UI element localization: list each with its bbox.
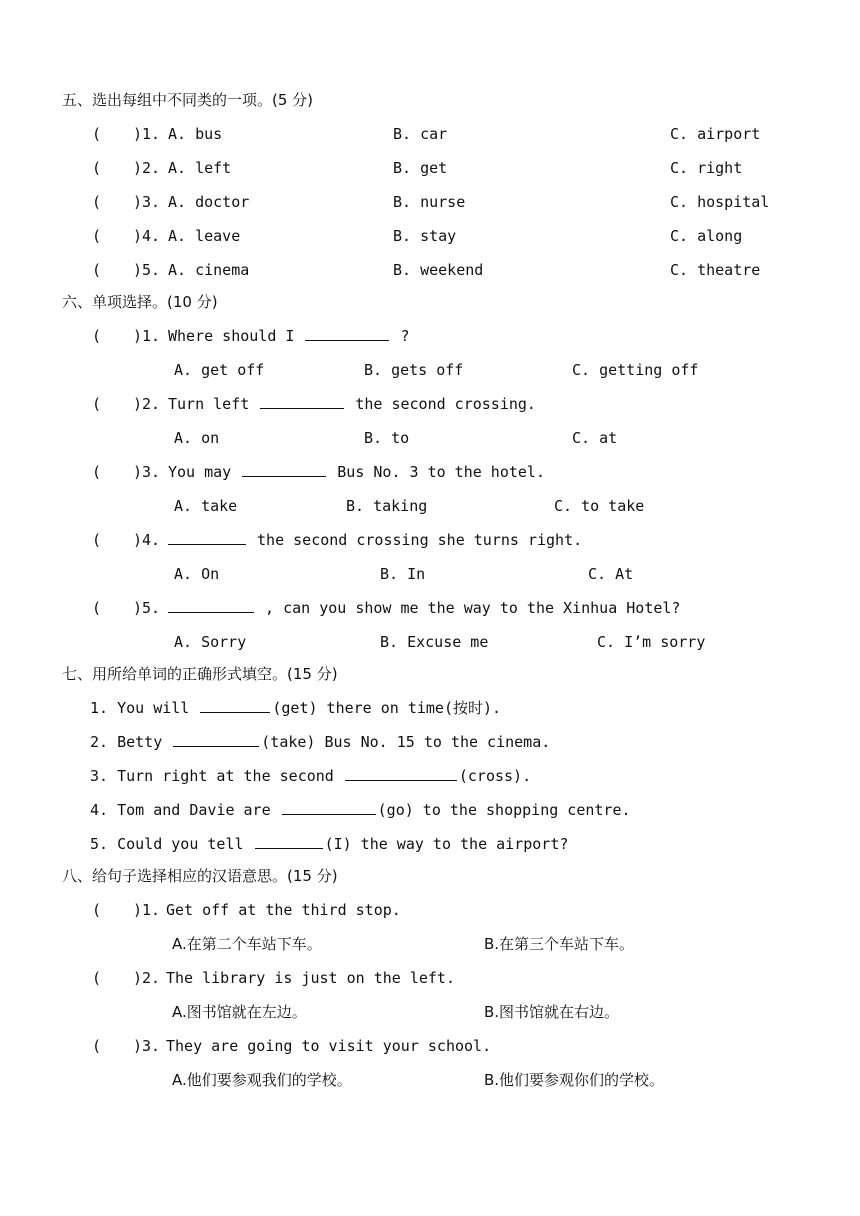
option-a: A. left [168, 159, 232, 177]
question-number: )3. [133, 463, 161, 481]
answer-paren[interactable]: ( [92, 901, 102, 919]
option-a: A. leave [168, 227, 241, 245]
answer-paren[interactable]: ( [92, 159, 102, 177]
question-number: )5. [133, 261, 161, 279]
option-c: C. along [670, 227, 743, 245]
option-b: B. taking [346, 497, 428, 515]
fill-blank[interactable] [255, 834, 323, 849]
option-b: B. Excuse me [380, 633, 489, 651]
question-number: )2. [133, 395, 161, 413]
question-text: The library is just on the left. [166, 969, 455, 987]
question-number: )4. [133, 227, 161, 245]
question-number: )4. [133, 531, 161, 549]
option-c: C. to take [554, 497, 645, 515]
option-b: B. gets off [364, 361, 464, 379]
option-a: A. Sorry [174, 633, 247, 651]
question-stem: Turn left the second crossing. [168, 395, 536, 413]
option-a: A. On [174, 565, 220, 583]
fill-sentence: 4. Tom and Davie are (go) to the shopping centre. [90, 801, 631, 819]
fill-blank[interactable] [242, 462, 326, 477]
option-c: C. getting off [572, 361, 699, 379]
option-c: C. airport [670, 125, 761, 143]
question-number: )3. [133, 193, 161, 211]
option-c: C. at [572, 429, 618, 447]
option-b: B. car [393, 125, 448, 143]
answer-paren[interactable]: ( [92, 395, 102, 413]
option-a: A. bus [168, 125, 223, 143]
option-c: C. right [670, 159, 743, 177]
option-c: C. I’m sorry [597, 633, 706, 651]
question-number: )3. [133, 1037, 161, 1055]
answer-paren[interactable]: ( [92, 327, 102, 345]
option-b: B. to [364, 429, 410, 447]
fill-sentence: 3. Turn right at the second (cross). [90, 767, 532, 785]
question-text: Get off at the third stop. [166, 901, 401, 919]
fill-blank[interactable] [168, 530, 246, 545]
option-a: A.图书馆就在左边。 [172, 1003, 307, 1021]
question-number: )1. [133, 327, 161, 345]
answer-paren[interactable]: ( [92, 599, 102, 617]
option-b: B. In [380, 565, 426, 583]
question-text: They are going to visit your school. [166, 1037, 492, 1055]
fill-blank[interactable] [173, 732, 259, 747]
option-b: B.他们要参观你们的学校。 [484, 1071, 665, 1089]
answer-paren[interactable]: ( [92, 227, 102, 245]
fill-blank[interactable] [260, 394, 344, 409]
question-stem: You may Bus No. 3 to the hotel. [168, 463, 545, 481]
fill-blank[interactable] [282, 800, 376, 815]
option-c: C. theatre [670, 261, 761, 279]
answer-paren[interactable]: ( [92, 193, 102, 211]
option-a: A. get off [174, 361, 265, 379]
option-a: A. doctor [168, 193, 250, 211]
question-number: )5. [133, 599, 161, 617]
option-a: A.他们要参观我们的学校。 [172, 1071, 352, 1089]
fill-sentence: 1. You will (get) there on time(按时). [90, 699, 502, 717]
question-stem: , can you show me the way to the Xinhua Hotel? [166, 598, 680, 618]
fill-blank[interactable] [168, 598, 254, 613]
option-b: B. stay [393, 227, 457, 245]
answer-paren[interactable]: ( [92, 463, 102, 481]
fill-sentence: 2. Betty (take) Bus No. 15 to the cinema. [90, 733, 551, 751]
option-a: A. on [174, 429, 220, 447]
answer-paren[interactable]: ( [92, 1037, 102, 1055]
section-8-heading: 八、给句子选择相应的汉语意思。(15 分) [62, 867, 338, 885]
section-7-heading: 七、用所给单词的正确形式填空。(15 分) [62, 665, 338, 683]
fill-blank[interactable] [305, 326, 389, 341]
option-b: B.图书馆就在右边。 [484, 1003, 620, 1021]
question-number: )2. [133, 969, 161, 987]
option-c: C. hospital [670, 193, 770, 211]
answer-paren[interactable]: ( [92, 261, 102, 279]
option-a: A. take [174, 497, 238, 515]
option-a: A.在第二个车站下车。 [172, 935, 322, 953]
question-stem: Where should I ? [168, 327, 410, 345]
section-5-heading: 五、选出每组中不同类的一项。(5 分) [62, 91, 314, 109]
question-number: )2. [133, 159, 161, 177]
answer-paren[interactable]: ( [92, 125, 102, 143]
fill-sentence: 5. Could you tell (I) the way to the airport? [90, 835, 569, 853]
fill-blank[interactable] [345, 766, 457, 781]
option-b: B. nurse [393, 193, 466, 211]
question-number: )1. [133, 901, 161, 919]
option-a: A. cinema [168, 261, 250, 279]
answer-paren[interactable]: ( [92, 969, 102, 987]
question-number: )1. [133, 125, 161, 143]
option-c: C. At [588, 565, 634, 583]
option-b: B. weekend [393, 261, 484, 279]
section-6-heading: 六、单项选择。(10 分) [62, 293, 218, 311]
fill-blank[interactable] [200, 698, 270, 713]
option-b: B. get [393, 159, 448, 177]
question-stem: the second crossing she turns right. [166, 530, 582, 550]
answer-paren[interactable]: ( [92, 531, 102, 549]
option-b: B.在第三个车站下车。 [484, 935, 635, 953]
